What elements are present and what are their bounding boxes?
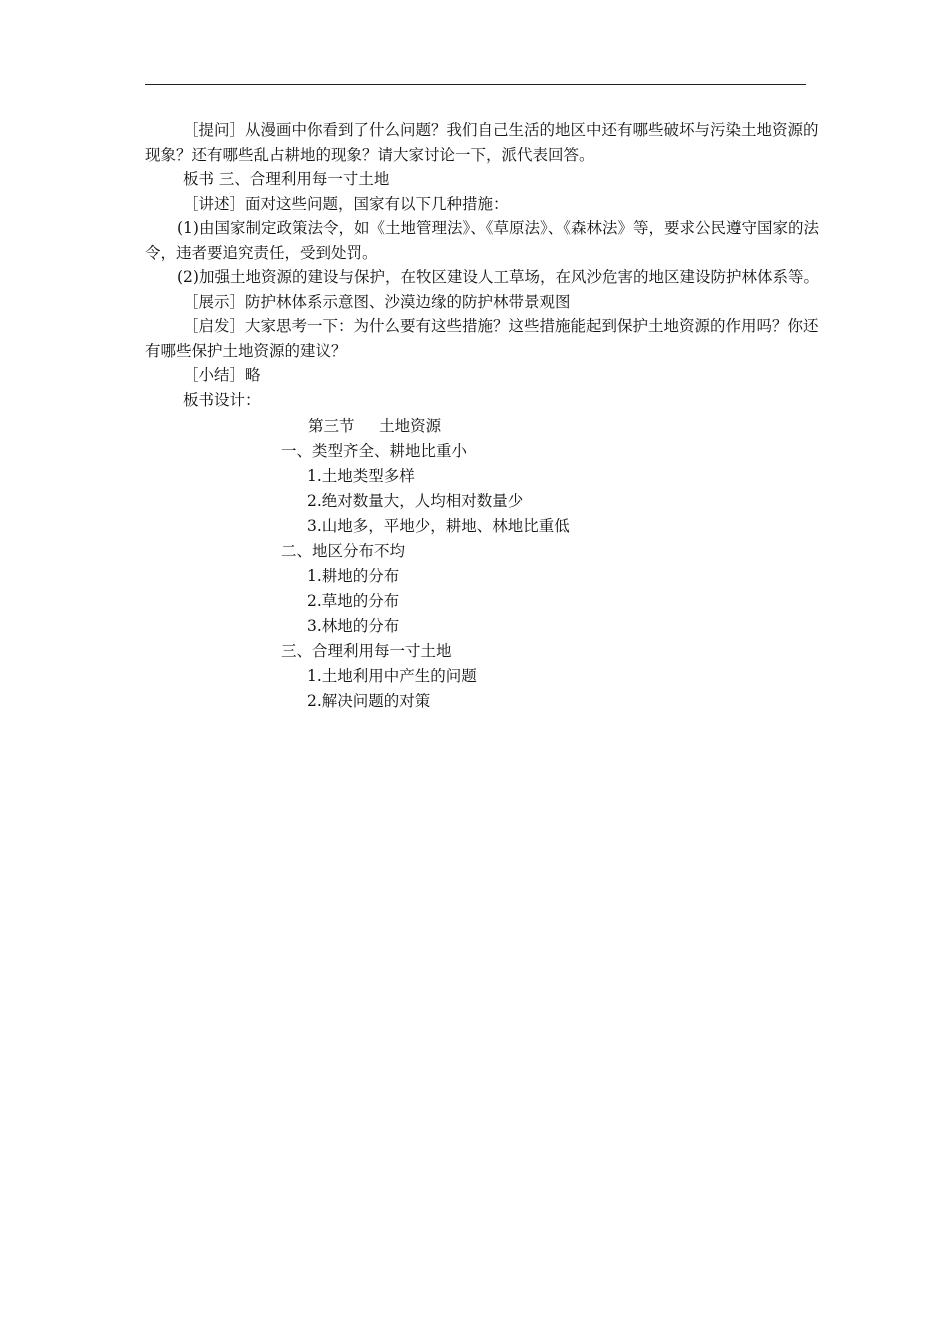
document-body — [145, 118, 825, 714]
paragraph-measure-2: (2)加强土地资源的建设与保护，在牧区建设人工草场，在风沙危害的地区建设防护林体系等。 — [177, 268, 819, 286]
paragraph-narration: ［讲述］面对这些问题，国家有以下几种措施： — [183, 194, 509, 213]
header-rule — [145, 84, 806, 85]
paragraph-display: ［展示］防护林体系示意图、沙漠边缘的防护林带景观图 — [183, 292, 571, 311]
outline-item: 1.耕地的分布 — [307, 567, 400, 585]
paragraph-question: ［提问］从漫画中你看到了什么问题？我们自己生活的地区中还有哪些破坏与污染土地资源的现象？还有哪些乱占耕地的现象？请大家讨论一下，派代表回答。 — [145, 121, 819, 164]
paragraph-measure-1: (1)由国家制定政策法令，如《土地管理法》、《草原法》、《森林法》等，要求公民遵守国家的法令，违者要追究责任，受到处罚。 — [145, 219, 819, 262]
outline-item: 2.绝对数量大，人均相对数量少 — [307, 492, 524, 510]
outline-item: 3.山地多，平地少，耕地、林地比重低 — [307, 517, 570, 535]
outline-item: 1.土地利用中产生的问题 — [307, 667, 477, 685]
outline-item: 2.草地的分布 — [307, 592, 400, 610]
outline-item: 1.土地类型多样 — [307, 467, 415, 485]
outline-item: 3.林地的分布 — [307, 617, 400, 635]
board-outline — [145, 414, 825, 714]
paragraph-board-note: 板书 三、合理利用每一寸土地 — [183, 170, 390, 188]
outline-item: 2.解决问题的对策 — [307, 692, 431, 710]
outline-title: 第三节 土地资源 — [308, 417, 442, 435]
outline-heading-3: 三、合理利用每一寸土地 — [281, 642, 452, 660]
outline-heading-1: 一、类型齐全、耕地比重小 — [281, 442, 468, 460]
paragraph-inspire: ［启发］大家思考一下：为什么要有这些措施？这些措施能起到保护土地资源的作用吗？你还有哪些保护土地资源的建议？ — [145, 317, 819, 360]
paragraph-summary: ［小结］略 — [183, 366, 261, 384]
paragraph-board-design: 板书设计： — [183, 390, 261, 409]
outline-heading-2: 二、地区分布不均 — [281, 542, 406, 560]
